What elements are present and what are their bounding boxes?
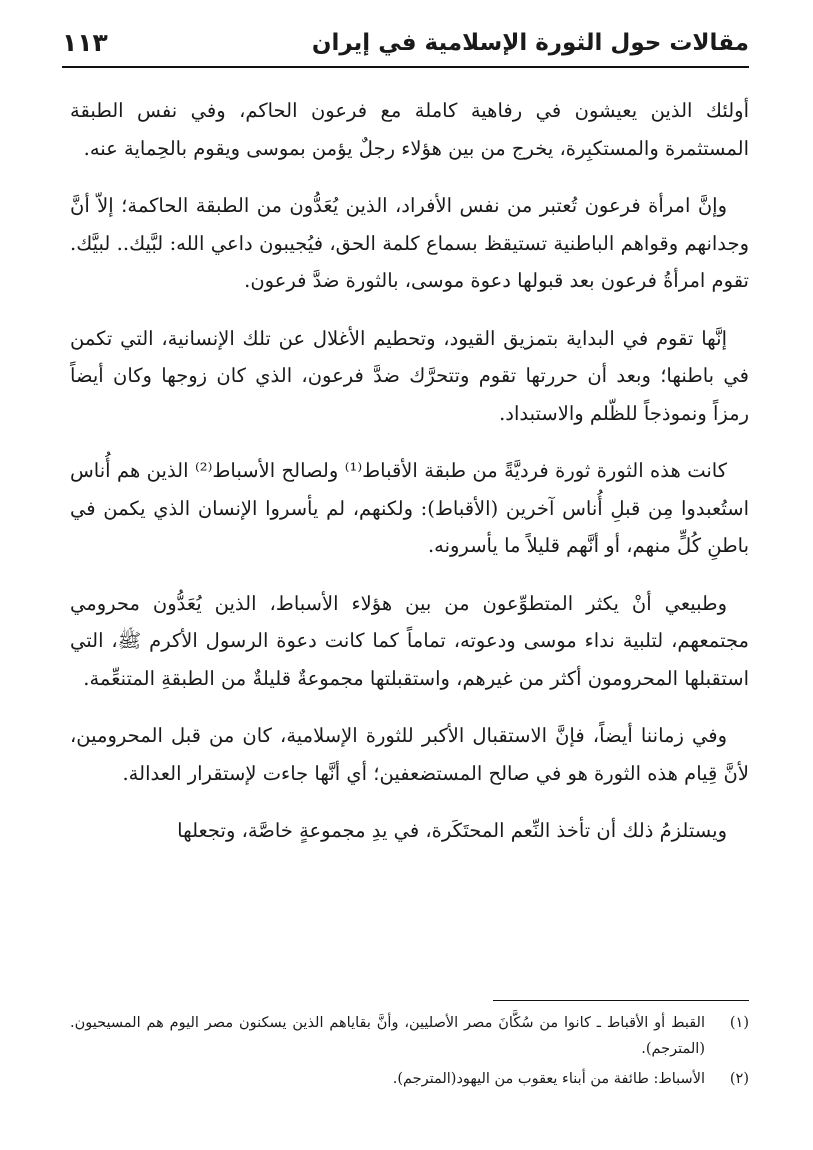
- footnote-number: (١): [729, 1015, 749, 1031]
- paragraph: وطبيعي أنْ يكثر المتطوِّعون من بين هؤلاء الأسباط، الذين يُعَدُّون محرومي مجتمعهم، لتلبية نداء موسى ودعوته، تماماً كما كانت دعوة الرسول الأكرم ﷺ، التي استقبلها المحرومون أكثر من غيرهم، واستقبلتها مجموعةٌ قليلةٌ من الطبقةِ المتنعِّمة.: [70, 591, 749, 690]
- footnote-text: الأسباط: طائفة من أبناء يعقوب من اليهود(المترجم).: [392, 1071, 705, 1087]
- footnote: [70, 1010, 749, 1062]
- paragraph: ويستلزمُ ذلك أن تأخذ النِّعم المحتَكَرة، في يدِ مجموعةٍ خاصَّة، وتجعلها: [177, 819, 727, 842]
- footnotes: [70, 1010, 749, 1096]
- main-text: [70, 92, 749, 870]
- paragraph: وفي زماننا أيضاً، فإنَّ الاستقبال الأكبر للثورة الإسلامية، كان من قبل المحرومين، لأنَّ قِيام هذه الثورة هو في صالح المستضعفين؛ أي أنَّها جاءت لإستقرار العدالة.: [70, 724, 749, 785]
- footnote-text: القبط أو الأقباط ـ كانوا من سُكَّانَ مصر الأصليين، وأنَّ بقاياهم الذين يسكنون مصر اليوم هم المسيحيون. (المترجم).: [70, 1015, 705, 1057]
- page-number: ١١٣: [62, 28, 108, 57]
- running-title: مقالات حول الثورة الإسلامية في إيران: [311, 30, 749, 56]
- paragraph: وإنَّ امرأة فرعون تُعتبر من نفس الأفراد، الذين يُعَدُّون من الطبقة الحاكمة؛ إلاّ أنَّ وجدانهم وقواهم الباطنية تستيقظ بسماع كلمة الحق، فيُجيبون داعي الله: لبَّيك.. لبيَّك. تقوم امرأةُ فرعون بعد قبولها دعوة موسى، بالثورة ضدَّ فرعون.: [70, 194, 749, 292]
- header-divider: [62, 66, 749, 68]
- footnote: [70, 1066, 749, 1092]
- footnote-divider: [493, 1000, 749, 1001]
- page-header: [62, 24, 749, 64]
- paragraph: أولئك الذين يعيشون في رفاهية كاملة مع فرعون الحاكم، وفي نفس الطبقة المستثمرة والمستكبِرة، يخرج من بين هؤلاء رجلٌ يؤمن بموسى ويقوم بالحِماية عنه.: [70, 99, 749, 160]
- paragraph: إنَّها تقوم في البداية بتمزيق القيود، وتحطيم الأغلال عن تلك الإنسانية، التي تكمن في باطنها؛ وبعد أن حررتها تقوم وتتحرَّك ضدَّ فرعون، الذي كان زوجها وكان أيضاً رمزاً ونموذجاً للظّلم والاستبداد.: [70, 326, 749, 425]
- paragraph: كانت هذه الثورة ثورة فرديَّةً من طبقة الأقباط⁽¹⁾ ولصالح الأسباط⁽²⁾ الذين هم أُناس استُعبدوا مِن قبلِ أُناس آخرين (الأقباط): ولكنهم، لم يأسروا الإنسان الذي يكمن في باطنِ كُلٍّ منهم، أو أنَّهم قليلاً ما يأسرونه.: [70, 459, 749, 557]
- footnote-number: (٢): [729, 1071, 749, 1087]
